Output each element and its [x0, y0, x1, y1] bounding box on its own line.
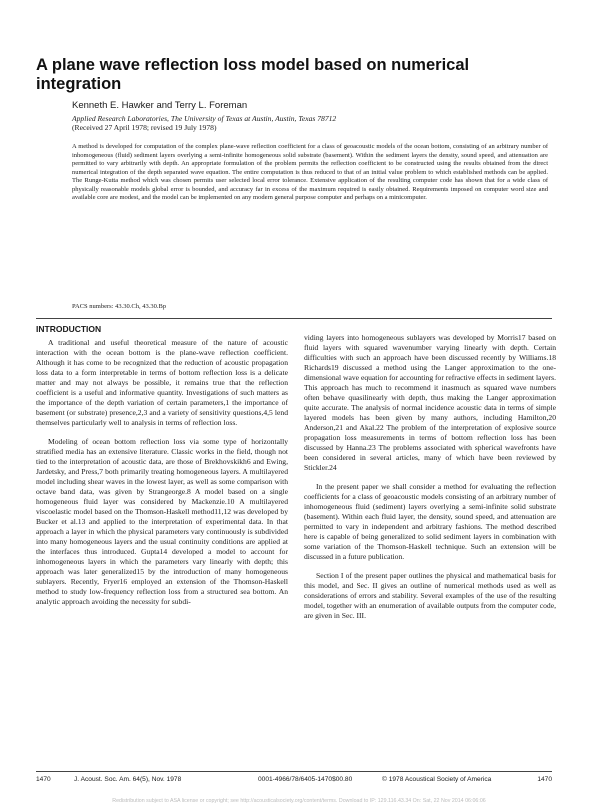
journal-citation: J. Acoust. Soc. Am. 64(5), Nov. 1978 [74, 776, 182, 783]
affiliation: Applied Research Laboratories, The University of Texas at Austin, Austin, Texas 78712 [72, 114, 337, 123]
body-paragraph: Section I of the present paper outlines the physical and mathematical basis for this model, and Sec. II gives an outline of numerical methods used as well as considerations of errors and stability. Several examples of the use of the resulting model, together with an enumeration of available outputs from the computer code, are given in Sec. III. [304, 571, 556, 620]
article-title: A plane wave reflection loss model based on numerical integration [36, 56, 470, 93]
section-heading: INTRODUCTION [36, 324, 102, 334]
abstract: A method is developed for computation of the complex plane-wave reflection coefficient for a class of geoacoustic models of the ocean bottom, consisting of an arbitrary number of inhomogeneous (fluid) sediment layers overlying a semi-infinite homogeneous solid substrate (basement). Within the sediment layers the density, sound speed, and attenuation are permitted to vary arbitrarily with depth. An appropriate formulation of the problem permits the reflection coefficient to be constructed using the results obtained from the direct numerical integration of the depth separated wave equation. The entire computation is thus reduced to that of an initial value problem to which established methods can be applied. The Runge-Kutta method which was chosen permits user selected local error tolerance. Extensive application of the resulting computer code has shown that for a wide class of physically reasonable models global error is bounded, and accuracy far in excess of the maximum required is easily obtained. Requirements imposed on computer word size and available core are modest, and the model can be implemented on any modern general purpose computer and perhaps on a minicomputer. [72, 143, 548, 201]
body-paragraph: Modeling of ocean bottom reflection loss via some type of horizontally stratified media has an extensive literature. Classic works in the field, though not tied to the interpretation of acoustic data, are those of Brekhovskikh6 and Ewing, Jardetsky, and Press,7 both primarily treating homogeneous layers. A multilayered model including shear waves in the lowest layer, as well as some comparison with octave band data, was given by Strangeorge.8 A model based on a single homogeneous fluid layer was considered by Mackenzie.10 A multilayered viscoelastic model based on the Thomson-Haskell method11,12 was developed by Bucker et al.13 and applied to the interpretation of experimental data. In that approach a layer in which the physical parameters vary continuously is subdivided into many homogeneous layers and the usual continuity conditions are applied at the interfaces thus introduced. Gupta14 developed a model to account for inhomogeneous layers in which the parameters vary linearly with depth; this approach was later generalized15 by the introduction of many homogeneous sublayers. Recently, Fryer16 employed an extension of the Thomson-Haskell method to study low-frequency reflection loss from a structured sea bottom. An analytic approach avoiding the necessity for subdi- [36, 437, 288, 606]
footer-divider [36, 771, 552, 772]
page-number-right: 1470 [537, 776, 552, 783]
authors: Kenneth E. Hawker and Terry L. Foreman [72, 100, 248, 111]
page-number-left: 1470 [36, 776, 51, 783]
received-dates: (Received 27 April 1978; revised 19 July 1978) [72, 123, 217, 132]
article-code: 0001-4966/78/6405-1470$00.80 [258, 776, 353, 783]
copyright: © 1978 Acoustical Society of America [382, 776, 492, 783]
left-column [36, 338, 288, 616]
section-divider [36, 318, 552, 319]
affiliation-block [72, 114, 336, 132]
redistribution-notice: Redistribution subject to ASA license or copyright; see http://acousticalsociety.org/content/terms. Download to IP: 129.116.43.34 On: Sat, 22 Nov 2014 06:06:06 [112, 798, 486, 804]
body-paragraph: viding layers into homogeneous sublayers was developed by Morris17 based on fluid layers with squared wavenumber varying linearly with depth. Certain difficulties with such an approach have been discussed recently by Williams.18 Richards19 discussed a method using the Langer approximation to the one-dimensional wave equation for accounting for refractive effects in sediment layers. This approach has much to recommend it inasmuch as squared wave numbers often behave quasilinearly with depth, thus making the Langer approximation quite accurate. The analysis of normal incidence acoustic data in terms of simple layered models has been given by many authors, including Hamilton,20 Anderson,21 and Akal.22 The problem of the interpretation of explosive source propagation loss measurements in terms of bottom reflection loss has been discussed by Hanna.23 The problems associated with spherical wavefronts have been considered in several articles, many of which have been reviewed by Stickler.24 [304, 333, 556, 472]
body-paragraph: In the present paper we shall consider a method for evaluating the reflection coefficients for a class of geoacoustic models consisting of an arbitrary number of inhomogeneous fluid (sediment) layers overlying a semi-infinite solid substrate (basement). Within each fluid layer, the density, sound speed, and attenuation are permitted to vary in independent and arbitrary fashions. The method described here is capable of being generalized to solid sediment layers in combination with some variation of the Thomson-Haskell technique. Such an extension will be discussed in a future publication. [304, 482, 556, 561]
pacs-numbers: PACS numbers: 43.30.Ch, 43.30.Bp [72, 303, 167, 310]
body-paragraph: A traditional and useful theoretical measure of the nature of acoustic interaction with the ocean bottom is the plane-wave reflection coefficient. Although it has come to be recognized that the reduction of acoustic propagation loss data to a form interpretable in terms of bottom reflection loss is a delicate matter and may not always be possible, it remains true that the reflection coefficient is a useful and informative quantity. Investigations of such matters as the importance of the depth variation of certain parameters,1 the importance of basement (or substrate) presence,2,3 and a variety of sensitivity questions,4,5 lend themselves particularly well to analysis in terms of reflection loss. [36, 338, 288, 427]
right-column [304, 333, 556, 630]
